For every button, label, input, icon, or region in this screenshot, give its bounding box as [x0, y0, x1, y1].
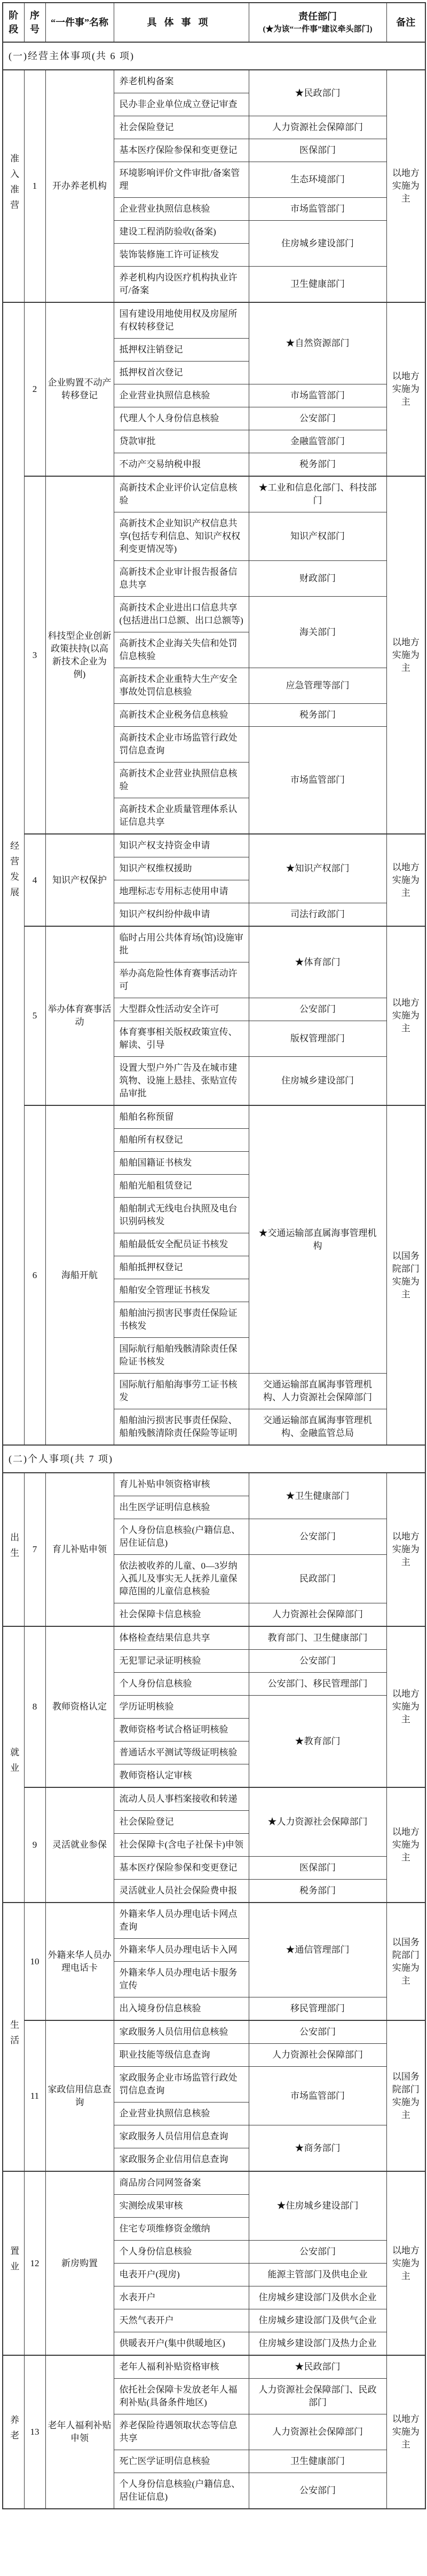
- task-cell: 育儿补贴申领资格审核: [114, 1473, 249, 1496]
- section-title: (一)经营主体事项(共 6 项): [3, 42, 425, 70]
- row-number-cell: 8: [24, 1626, 45, 1787]
- task-cell: 地理标志专用标志使用申请: [114, 880, 249, 903]
- stage-cell: [3, 2171, 24, 2355]
- row-number-cell: 4: [24, 834, 45, 926]
- col-header-department-title: 责任部门: [298, 11, 337, 22]
- task-cell: 代理人个人身份信息核验: [114, 407, 249, 430]
- stage-label: 养老: [9, 2414, 19, 2446]
- stage-cell: [3, 1626, 24, 1903]
- task-cell: 职业技能等级信息查询: [114, 2044, 249, 2067]
- stage-cell: [3, 1903, 24, 2171]
- stage-label: 经营发展: [9, 841, 19, 903]
- task-cell: 船舶所有权登记: [114, 1129, 249, 1152]
- task-cell: 不动产交易纳税申报: [114, 453, 249, 477]
- stage-cell: [3, 302, 24, 1445]
- task-cell: 个人身份信息核验: [114, 2241, 249, 2264]
- department-cell: ★体育部门: [249, 926, 386, 998]
- task-cell: 企业营业执照信息核验: [114, 384, 249, 407]
- row-number-cell: 11: [24, 2020, 45, 2171]
- task-cell: 抵押权首次登记: [114, 362, 249, 384]
- row-number-cell: 9: [24, 1787, 45, 1903]
- department-cell: 公安部门、移民管理部门: [249, 1673, 386, 1696]
- col-header-stage: 阶段: [3, 3, 24, 42]
- department-cell: 公安部门: [249, 2473, 386, 2509]
- department-cell: 金融监管部门: [249, 430, 386, 453]
- remark-cell: 以地方实施为主: [386, 2171, 425, 2355]
- task-cell: 基本医疗保险参保和变更登记: [114, 139, 249, 162]
- task-cell: 水表开户: [114, 2286, 249, 2309]
- task-cell: 环境影响评价文件审批/备案管理: [114, 162, 249, 198]
- department-cell: 公安部门: [249, 1650, 386, 1673]
- task-cell: 电表开户(现房): [114, 2264, 249, 2286]
- remark-cell: 以地方实施为主: [386, 926, 425, 1105]
- row-number-cell: 5: [24, 926, 45, 1105]
- department-cell: 市场监管部门: [249, 198, 386, 221]
- task-cell: 举办高危险性体育赛事活动许可: [114, 962, 249, 998]
- department-cell: 教育部门、卫生健康部门: [249, 1626, 386, 1650]
- section-title-row: [3, 42, 425, 70]
- task-cell: 高新技术企业评价认定信息核验: [114, 476, 249, 512]
- row-number-cell: 6: [24, 1105, 45, 1445]
- remark-cell: 以地方实施为主: [386, 302, 425, 476]
- table-row: [3, 1105, 425, 1129]
- task-cell: 知识产权支持资金申请: [114, 834, 249, 857]
- task-cell: 死亡医学证明信息核验: [114, 2450, 249, 2473]
- department-cell: 市场监管部门: [249, 2067, 386, 2125]
- task-cell: 养老保险待遇领取状态等信息共享: [114, 2414, 249, 2450]
- department-cell: 版权管理部门: [249, 1021, 386, 1057]
- task-cell: 老年人福利补贴资格审核: [114, 2355, 249, 2379]
- department-cell: ★民政部门: [249, 2355, 386, 2379]
- one-thing-services-table: [2, 2, 426, 2509]
- task-cell: 社会保障卡信息核验: [114, 1603, 249, 1627]
- col-header-task: 具体事项: [114, 3, 249, 42]
- stage-label: 生活: [9, 2019, 19, 2051]
- task-cell: 天然气表开户: [114, 2309, 249, 2332]
- task-cell: 外籍来华人员办理电话卡网点查询: [114, 1903, 249, 1939]
- stage-cell: [3, 70, 24, 302]
- task-cell: 实测绘成果审核: [114, 2195, 249, 2218]
- task-cell: 教师资格考试合格证明核验: [114, 1719, 249, 1742]
- stage-cell: [3, 1473, 24, 1626]
- task-cell: 住宅专项维修资金缴纳: [114, 2218, 249, 2241]
- department-cell: 公安部门: [249, 407, 386, 430]
- task-cell: 船舶抵押权登记: [114, 1256, 249, 1279]
- department-cell: ★通信管理部门: [249, 1903, 386, 1997]
- task-cell: 养老机构内设医疗机构执业许可/备案: [114, 267, 249, 303]
- stage-cell: [3, 2355, 24, 2509]
- row-number-cell: 1: [24, 70, 45, 302]
- task-cell: 船舶制式无线电台执照及电台识别码核发: [114, 1198, 249, 1233]
- task-cell: 供暖表开户(集中供暖地区): [114, 2332, 249, 2356]
- department-cell: ★知识产权部门: [249, 834, 386, 903]
- task-cell: 船舶光船租赁登记: [114, 1175, 249, 1198]
- department-cell: ★人力资源社会保障部门: [249, 1787, 386, 1857]
- table-row: [3, 1626, 425, 1650]
- task-cell: 家政服务企业信用信息查询: [114, 2148, 249, 2172]
- department-cell: ★自然资源部门: [249, 302, 386, 384]
- department-cell: 住房城乡建设部门及供水企业: [249, 2286, 386, 2309]
- row-number-cell: 2: [24, 302, 45, 476]
- one-thing-name-cell: 企业购置不动产转移登记: [45, 302, 114, 476]
- task-cell: 家政服务企业市场监管行政处罚信息查询: [114, 2067, 249, 2102]
- task-cell: 无犯罪记录证明核验: [114, 1650, 249, 1673]
- department-cell: 市场监管部门: [249, 384, 386, 407]
- task-cell: 社会保险登记: [114, 116, 249, 139]
- task-cell: 临时占用公共体育场(馆)设施审批: [114, 926, 249, 962]
- task-cell: 国有建设用地使用权及房屋所有权转移登记: [114, 302, 249, 339]
- task-cell: 外籍来华人员办理电话卡服务宣传: [114, 1962, 249, 1997]
- department-cell: 卫生健康部门: [249, 2450, 386, 2473]
- one-thing-name-cell: 知识产权保护: [45, 834, 114, 926]
- department-cell: 住房城乡建设部门: [249, 1057, 386, 1106]
- department-cell: ★住房城乡建设部门: [249, 2171, 386, 2241]
- one-thing-name-cell: 科技型企业创新政策扶持(以高新技术企业为例): [45, 476, 114, 834]
- table-row: [3, 302, 425, 339]
- task-cell: 高新技术企业进出口信息共享(包括进出口总额、出口总额等): [114, 597, 249, 632]
- task-cell: 船舶国籍证书核发: [114, 1152, 249, 1175]
- task-cell: 社会保险登记: [114, 1811, 249, 1834]
- task-cell: 依托社会保障卡发放老年人福利补贴(具备条件地区): [114, 2379, 249, 2414]
- remark-cell: 以地方实施为主: [386, 70, 425, 302]
- task-cell: 国际航行船舶海事劳工证书核发: [114, 1374, 249, 1409]
- task-cell: 普通话水平测试等级证明核验: [114, 1742, 249, 1764]
- task-cell: 装饰装修施工许可证核发: [114, 244, 249, 267]
- one-thing-name-cell: 开办养老机构: [45, 70, 114, 302]
- remark-cell: 以地方实施为主: [386, 476, 425, 834]
- department-cell: 市场监管部门: [249, 727, 386, 834]
- department-cell: 人力资源社会保障部门: [249, 116, 386, 139]
- row-number-cell: 10: [24, 1903, 45, 2020]
- task-cell: 企业营业执照信息核验: [114, 198, 249, 221]
- task-cell: 基本医疗保险参保和变更登记: [114, 1857, 249, 1880]
- remark-cell: 以地方实施为主: [386, 834, 425, 926]
- department-cell: 能源主管部门及供电企业: [249, 2264, 386, 2286]
- one-thing-name-cell: 老年人福利补贴申领: [45, 2355, 114, 2509]
- remark-cell: 以地方实施为主: [386, 1473, 425, 1626]
- department-cell: 住房城乡建设部门及供气企业: [249, 2309, 386, 2332]
- table-body: [3, 42, 425, 2509]
- row-number-cell: 12: [24, 2171, 45, 2355]
- department-cell: ★卫生健康部门: [249, 1473, 386, 1519]
- section-title: (二)个人事项(共 7 项): [3, 1445, 425, 1473]
- task-cell: 家政服务人员信用信息查询: [114, 2125, 249, 2148]
- task-cell: 灵活就业人员社会保险费申报: [114, 1880, 249, 1903]
- department-cell: 公安部门: [249, 2020, 386, 2044]
- task-cell: 学历证明核验: [114, 1696, 249, 1719]
- task-cell: 高新技术企业营业执照信息核验: [114, 763, 249, 798]
- task-cell: 国际航行船舶残骸清除责任保险证书核发: [114, 1338, 249, 1374]
- department-cell: 公安部门: [249, 998, 386, 1021]
- table-row: [3, 1903, 425, 1939]
- department-cell: 人力资源社会保障部门: [249, 2044, 386, 2067]
- department-cell: 人力资源社会保障部门: [249, 2414, 386, 2450]
- task-cell: 个人身份信息核验(户籍信息、居住证信息): [114, 2473, 249, 2509]
- remark-cell: 以国务院部门实施为主: [386, 1903, 425, 2020]
- task-cell: 建设工程消防验收(备案): [114, 221, 249, 244]
- stage-label: 出生: [9, 1532, 19, 1563]
- col-header-department: [249, 3, 386, 42]
- department-cell: 医保部门: [249, 139, 386, 162]
- one-thing-name-cell: 灵活就业参保: [45, 1787, 114, 1903]
- department-cell: ★教育部门: [249, 1696, 386, 1788]
- task-cell: 抵押权注销登记: [114, 339, 249, 362]
- table-row: [3, 2020, 425, 2044]
- task-cell: 出生医学证明信息核验: [114, 1496, 249, 1519]
- task-cell: 民办非企业单位成立登记审查: [114, 93, 249, 116]
- remark-cell: 以地方实施为主: [386, 1626, 425, 1787]
- department-cell: 人力资源社会保障部门: [249, 1603, 386, 1627]
- department-cell: ★商务部门: [249, 2125, 386, 2172]
- table-row: [3, 70, 425, 93]
- row-number-cell: 7: [24, 1473, 45, 1626]
- table-row: [3, 2355, 425, 2379]
- department-cell: 交通运输部直属海事管理机构、金融监管总局: [249, 1409, 386, 1446]
- one-thing-name-cell: 新房购置: [45, 2171, 114, 2355]
- department-cell: 卫生健康部门: [249, 267, 386, 303]
- department-cell: 税务部门: [249, 704, 386, 727]
- task-cell: 高新技术企业市场监管行政处罚信息查询: [114, 727, 249, 763]
- table-row: [3, 1473, 425, 1496]
- task-cell: 教师资格认定审核: [114, 1764, 249, 1788]
- table-row: [3, 1787, 425, 1811]
- task-cell: 船舶油污损害民事责任保险证书核发: [114, 1302, 249, 1338]
- department-cell: 海关部门: [249, 597, 386, 668]
- col-header-number: 序号: [24, 3, 45, 42]
- department-cell: 住房城乡建设部门: [249, 221, 386, 267]
- task-cell: 高新技术企业税务信息核验: [114, 704, 249, 727]
- department-cell: 知识产权部门: [249, 512, 386, 561]
- task-cell: 出入境身份信息核验: [114, 1997, 249, 2021]
- one-thing-name-cell: 举办体育赛事活动: [45, 926, 114, 1105]
- task-cell: 高新技术企业海关失信和处罚信息核验: [114, 632, 249, 668]
- task-cell: 船舶安全管理证书核发: [114, 1279, 249, 1302]
- department-cell: 人力资源社会保障部门、民政部门: [249, 2379, 386, 2414]
- department-cell: 税务部门: [249, 453, 386, 477]
- department-cell: 财政部门: [249, 561, 386, 597]
- task-cell: 依法被收养的儿童、0—3岁纳入孤儿及事实无人抚养儿童保障范围的儿童信息核验: [114, 1555, 249, 1603]
- task-cell: 知识产权维权援助: [114, 857, 249, 880]
- table-header: [3, 3, 425, 42]
- one-thing-name-cell: 家政信用信息查询: [45, 2020, 114, 2171]
- task-cell: 高新技术企业重特大生产安全事故处罚信息核验: [114, 668, 249, 704]
- task-cell: 养老机构备案: [114, 70, 249, 93]
- task-cell: 高新技术企业质量管理体系认证信息共享: [114, 798, 249, 834]
- department-cell: 税务部门: [249, 1880, 386, 1903]
- col-header-name: “一件事”名称: [45, 3, 114, 42]
- one-thing-name-cell: 外籍来华人员办理电话卡: [45, 1903, 114, 2020]
- department-cell: 应急管理等部门: [249, 668, 386, 704]
- task-cell: 个人身份信息核验(户籍信息、居住证信息): [114, 1519, 249, 1555]
- row-number-cell: 13: [24, 2355, 45, 2509]
- department-cell: 公安部门: [249, 1519, 386, 1555]
- remark-cell: 以国务院部门实施为主: [386, 1105, 425, 1445]
- task-cell: 外籍来华人员办理电话卡入网: [114, 1939, 249, 1962]
- task-cell: 设置大型户外广告及在城市建筑物、设施上悬挂、张贴宣传品审批: [114, 1057, 249, 1106]
- task-cell: 体育赛事相关版权政策宣传、解读、引导: [114, 1021, 249, 1057]
- department-cell: 司法行政部门: [249, 903, 386, 927]
- col-header-remark: 备注: [386, 3, 425, 42]
- task-cell: 流动人员人事档案接收和转递: [114, 1787, 249, 1811]
- task-cell: 船舶名称预留: [114, 1105, 249, 1129]
- stage-label: 就业: [9, 1747, 19, 1778]
- task-cell: 知识产权纠纷仲裁申请: [114, 903, 249, 927]
- one-thing-name-cell: 海船开航: [45, 1105, 114, 1445]
- department-cell: 民政部门: [249, 1555, 386, 1603]
- stage-label: 准入准营: [9, 153, 19, 215]
- task-cell: 贷款审批: [114, 430, 249, 453]
- department-cell: ★民政部门: [249, 70, 386, 116]
- department-cell: 交通运输部直属海事管理机构、人力资源社会保障部门: [249, 1374, 386, 1409]
- task-cell: 家政服务人员信用信息核验: [114, 2020, 249, 2044]
- task-cell: 高新技术企业审计报告报备信息共享: [114, 561, 249, 597]
- one-thing-name-cell: 育儿补贴申领: [45, 1473, 114, 1626]
- one-thing-name-cell: 教师资格认定: [45, 1626, 114, 1787]
- col-header-department-note: (★为该“一件事”建议牵头部门): [263, 25, 373, 34]
- task-cell: 体格检查结果信息共享: [114, 1626, 249, 1650]
- task-cell: 商品房合同网签备案: [114, 2171, 249, 2195]
- task-cell: 社会保障卡(含电子社保卡)申领: [114, 1834, 249, 1857]
- table-row: [3, 2171, 425, 2195]
- department-cell: 住房城乡建设部门及热力企业: [249, 2332, 386, 2356]
- table-row: [3, 834, 425, 857]
- task-cell: 船舶最低安全配员证书核发: [114, 1233, 249, 1256]
- task-cell: 高新技术企业知识产权信息共享(包括专利信息、知识产权权利变更情况等): [114, 512, 249, 561]
- department-cell: ★工业和信息化部门、科技部门: [249, 476, 386, 512]
- remark-cell: 以国务院部门实施为主: [386, 2020, 425, 2171]
- task-cell: 企业营业执照信息核验: [114, 2102, 249, 2125]
- task-cell: 个人身份信息核验: [114, 1673, 249, 1696]
- row-number-cell: 3: [24, 476, 45, 834]
- section-title-row: [3, 1445, 425, 1473]
- department-cell: 医保部门: [249, 1857, 386, 1880]
- department-cell: ★交通运输部直属海事管理机构: [249, 1105, 386, 1374]
- remark-cell: 以地方实施为主: [386, 1787, 425, 1903]
- task-cell: 船舶油污损害民事责任保险、船舶残骸清除责任保险等证明: [114, 1409, 249, 1446]
- task-cell: 大型群众性活动安全许可: [114, 998, 249, 1021]
- department-cell: 生态环境部门: [249, 162, 386, 198]
- remark-cell: 以地方实施为主: [386, 2355, 425, 2509]
- department-cell: 移民管理部门: [249, 1997, 386, 2021]
- stage-label: 置业: [9, 2246, 19, 2277]
- table-row: [3, 926, 425, 962]
- department-cell: 公安部门: [249, 2241, 386, 2264]
- table-row: [3, 476, 425, 512]
